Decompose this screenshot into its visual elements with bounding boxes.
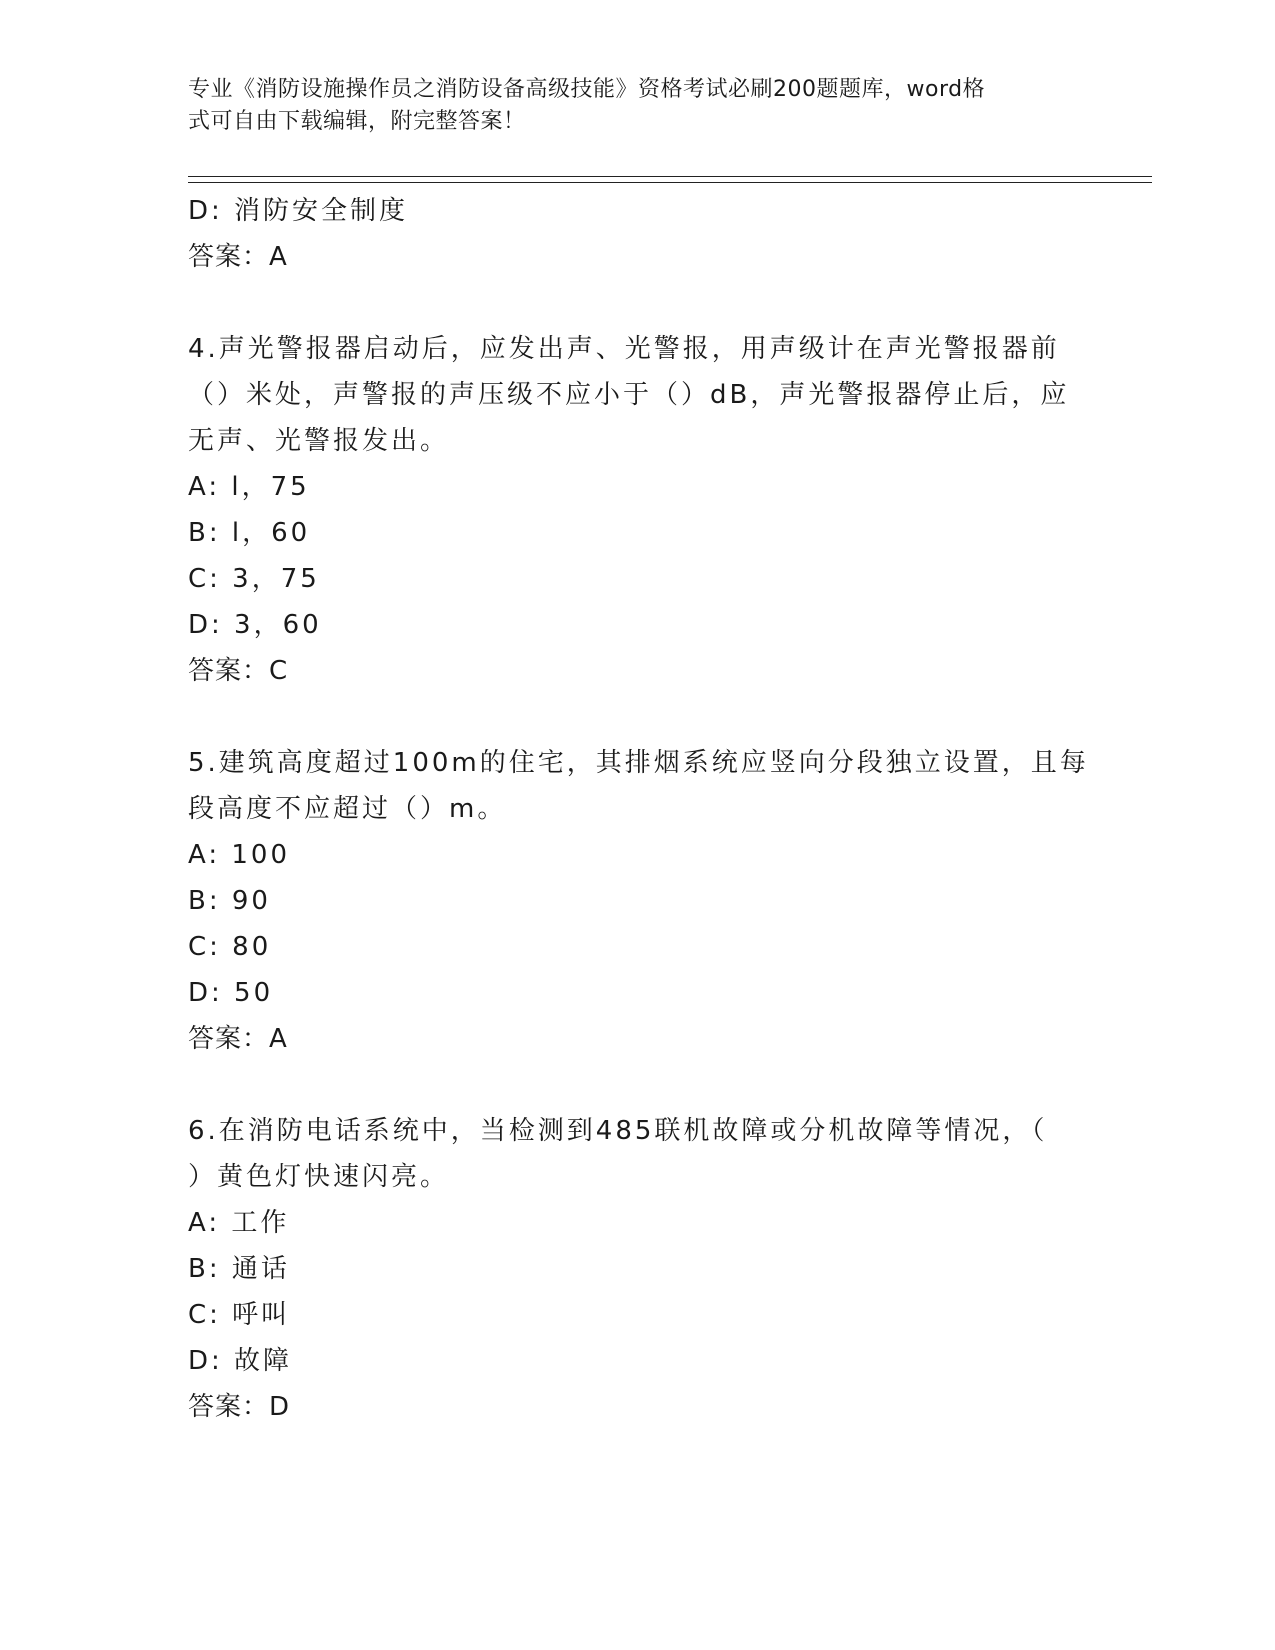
- option-b: B: 90: [188, 886, 271, 916]
- header-divider-bottom: [188, 182, 1152, 183]
- option-c: C: 80: [188, 932, 272, 962]
- option-a: A: 工作: [188, 1208, 290, 1238]
- option-d: D: 50: [188, 978, 274, 1008]
- option-c: C: 呼叫: [188, 1300, 291, 1330]
- question-text-line: 4.声光警报器启动后，应发出声、光警报，用声级计在声光警报器前: [188, 334, 1060, 364]
- question-text-line: 6.在消防电话系统中，当检测到485联机故障或分机故障等情况，（: [188, 1116, 1048, 1146]
- question-list: [188, 188, 1088, 1476]
- option-d: D: 消防安全制度: [188, 196, 409, 226]
- option-a: A: 100: [188, 840, 290, 870]
- option-b: B: l，60: [188, 518, 311, 548]
- question-text-line: ）黄色灯快速闪亮。: [188, 1162, 450, 1192]
- option-b: B: 通话: [188, 1254, 290, 1284]
- option-a: A: l，75: [188, 472, 310, 502]
- answer-line: 答案：A: [188, 1024, 288, 1054]
- option-d: D: 3，60: [188, 610, 322, 640]
- previous-question-tail: [188, 188, 1088, 280]
- question-4: [188, 326, 1088, 694]
- option-c: C: 3，75: [188, 564, 320, 594]
- question-text-line: 5.建筑高度超过100m的住宅，其排烟系统应竖向分段独立设置，且每: [188, 748, 1089, 778]
- question-text-line: （）米处，声警报的声压级不应小于（）dB，声光警报器停止后，应: [188, 380, 1070, 410]
- answer-line: 答案：D: [188, 1392, 291, 1422]
- header-line-1: 专业《消防设施操作员之消防设备高级技能》资格考试必刷200题题库，word格: [188, 77, 986, 102]
- question-text-line: 无声、光警报发出。: [188, 426, 450, 456]
- answer-line: 答案：A: [188, 242, 288, 272]
- document-header: [188, 74, 1068, 138]
- option-d: D: 故障: [188, 1346, 293, 1376]
- question-6: [188, 1108, 1088, 1430]
- header-divider-top: [188, 176, 1152, 177]
- question-text-line: 段高度不应超过（）m。: [188, 794, 507, 824]
- answer-line: 答案：C: [188, 656, 289, 686]
- question-5: [188, 740, 1088, 1062]
- header-line-2: 式可自由下载编辑，附完整答案！: [188, 109, 526, 134]
